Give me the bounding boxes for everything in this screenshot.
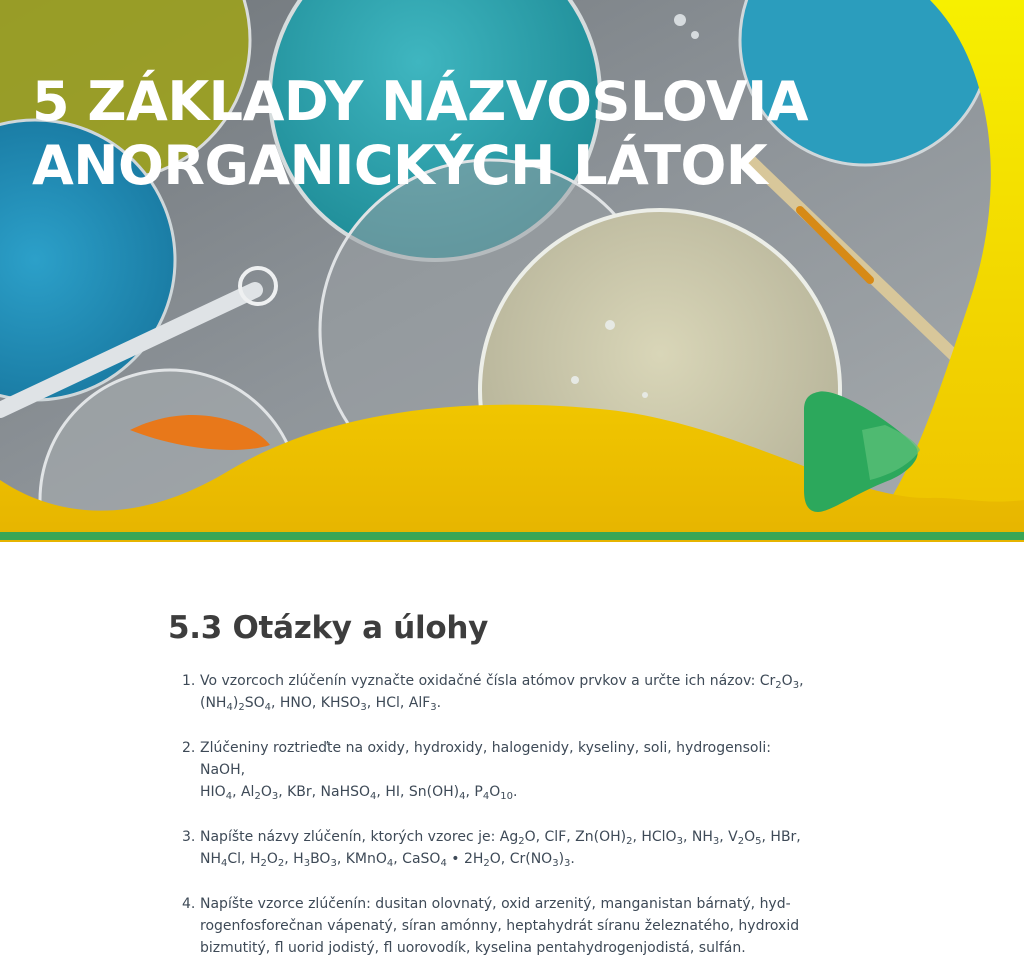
task-number: 4.	[182, 896, 196, 912]
task-item-2	[168, 737, 808, 803]
task-text: Zlúčeniny roztrieďte na oxidy, hydroxidy, halogenidy, kyseliny, soli, hydrogensoli: NaOH, $HIO_4$, $Al_2O_3$, KBr, NaHSO$_4$, HI, $Sn(OH)_4$, $P_4O_{10}$.	[200, 740, 771, 802]
chapter-title	[32, 70, 808, 198]
section-title: 5.3 Otázky a úlohy	[168, 610, 489, 646]
content-area	[168, 608, 808, 958]
task-text: Napíšte vzorce zlúčenín: dusitan olovnatý, oxid arzenitý, manganistan bárnatý, hyd- rogenfosforečnan vápenatý, síran amónny, heptahydrát síranu železnatého, hydroxid bizmutitý, fl uorid jodistý, fl uorovodík, kyselina pentahydrogenjodistá, sulfán.	[200, 896, 800, 956]
task-list	[168, 670, 808, 958]
task-number: 1.	[182, 673, 196, 689]
task-text: Vo vzorcoch zlúčenín vyznačte oxidačné čísla atómov prvkov a určte ich názov: $Cr_2O_3$, $(NH_4)_2SO_4$, HNO, $KHSO_3$, HCl, AlF$_3$.	[200, 673, 804, 713]
chapter-title-line-2: ANORGANICKÝCH LÁTOK	[32, 134, 768, 197]
chapter-title-line-1: 5 ZÁKLADY NÁZVOSLOVIA	[32, 70, 809, 133]
task-number: 2.	[182, 740, 196, 756]
task-item-1	[168, 670, 808, 714]
task-item-3	[168, 826, 808, 870]
task-text: Napíšte názvy zlúčenín, ktorých vzorec je: $Ag_2O$, ClF, $Zn(OH)_2$, HClO$_3$, $NH_3$, $V_2O_5$, HBr, $NH_4Cl$, $H_2O_2$, $H_3BO_3$, KMnO$_4$, CaSO$_4$ • $2H_2O$, $Cr(NO_3)_3$.	[200, 829, 801, 869]
task-number: 3.	[182, 829, 196, 845]
task-item-4	[168, 893, 808, 958]
